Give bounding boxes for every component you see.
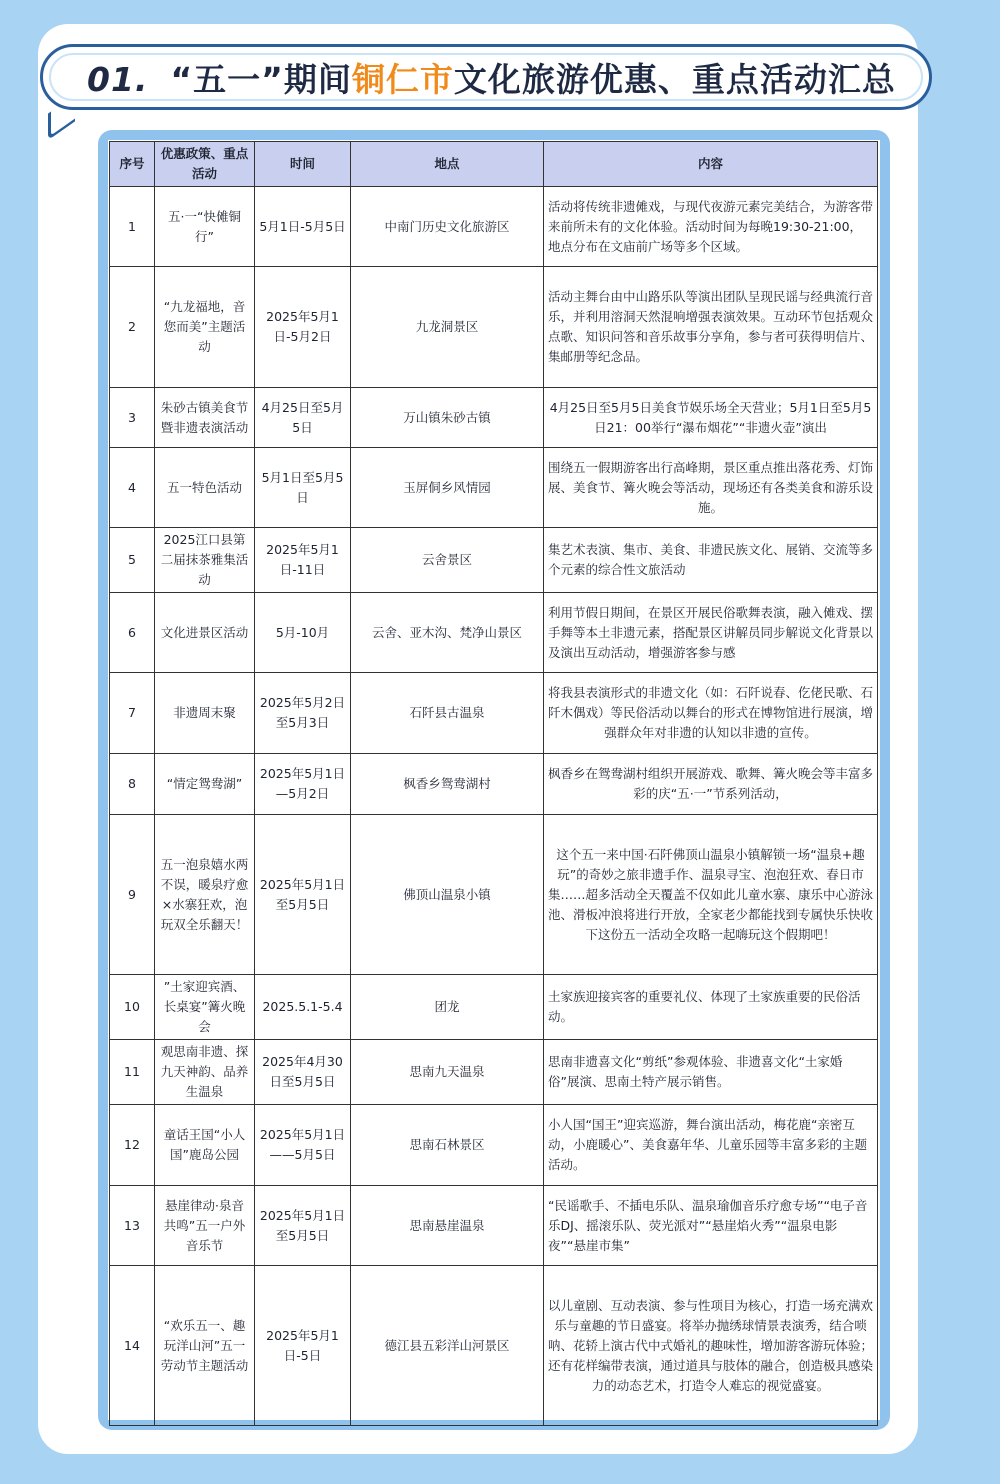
row-time: 4月25日至5月5日 <box>255 388 351 448</box>
row-place: 万山镇朱砂古镇 <box>351 388 544 448</box>
title-part-1: “五一”期间 <box>170 59 352 99</box>
row-place: 云舍景区 <box>351 528 544 593</box>
row-number: 14 <box>110 1266 155 1426</box>
row-place: 玉屏侗乡风情园 <box>351 448 544 528</box>
row-activity: 五·一“快傩铜行” <box>155 187 255 267</box>
header-no: 序号 <box>110 142 155 187</box>
table-frame <box>98 130 890 1430</box>
row-place: 云舍、亚木沟、梵净山景区 <box>351 593 544 673</box>
table-row <box>110 815 878 975</box>
row-content: 以儿童剧、互动表演、参与性项目为核心，打造一场充满欢乐与童趣的节日盛宴。将举办抛绣球情景表演秀，结合唢呐、花轿上演古代中式婚礼的趣味性，增加游客游玩体验；还有花样编带表演，通过道具与肢体的融合，创造极具感染力的动态艺术，打造令人难忘的视觉盛宴。 <box>544 1266 878 1426</box>
row-time: 5月1日至5月5日 <box>255 448 351 528</box>
title-highlight: 铜仁市 <box>351 59 454 99</box>
row-activity: 五一泡泉嬉水两不误，暖泉疗愈×水寨狂欢，泡玩双全乐翻天！ <box>155 815 255 975</box>
table-row <box>110 1266 878 1426</box>
activities-table <box>109 141 878 1426</box>
row-content: 4月25日至5月5日美食节娱乐场全天营业；5月1日至5月5日21：00举行“瀑布烟花”“非遗火壶”演出 <box>544 388 878 448</box>
row-place: 佛顶山温泉小镇 <box>351 815 544 975</box>
row-number: 6 <box>110 593 155 673</box>
table-row <box>110 448 878 528</box>
row-content: 小人国“国王”迎宾巡游，舞台演出活动，梅花鹿“亲密互动，小鹿暖心”、美食嘉年华、儿童乐园等丰富多彩的主题活动。 <box>544 1105 878 1186</box>
row-time: 2025年5月1日-11日 <box>255 528 351 593</box>
row-content: 枫香乡在鸳鸯湖村组织开展游戏、歌舞、篝火晚会等丰富多彩的庆“五·一”节系列活动， <box>544 754 878 815</box>
row-time: 2025年5月1日至5月5日 <box>255 1186 351 1266</box>
title-number: 01. <box>87 59 149 99</box>
row-number: 3 <box>110 388 155 448</box>
row-place: 枫香乡鸳鸯湖村 <box>351 754 544 815</box>
row-number: 7 <box>110 673 155 754</box>
row-time: 2025年5月2日至5月3日 <box>255 673 351 754</box>
row-content: “民谣歌手、不插电乐队、温泉瑜伽音乐疗愈专场”“电子音乐DJ、摇滚乐队、荧光派对”“悬崖焰火秀”“温泉电影夜”“悬崖市集” <box>544 1186 878 1266</box>
row-place: 团龙 <box>351 975 544 1040</box>
row-time: 2025年5月1日-5月2日 <box>255 267 351 388</box>
row-place: 中南门历史文化旅游区 <box>351 187 544 267</box>
row-number: 12 <box>110 1105 155 1186</box>
row-content: 活动主舞台由中山路乐队等演出团队呈现民谣与经典流行音乐，并利用溶洞天然混响增强表演效果。互动环节包括观众点歌、知识问答和音乐故事分享角，参与者可获得明信片、集邮册等纪念品。 <box>544 267 878 388</box>
row-number: 10 <box>110 975 155 1040</box>
table-row <box>110 1040 878 1105</box>
table-row <box>110 754 878 815</box>
table-container <box>108 140 880 1420</box>
table-row <box>110 388 878 448</box>
row-activity: 观思南非遗、探九天神韵、品养生温泉 <box>155 1040 255 1105</box>
row-content: 活动将传统非遗傩戏，与现代夜游元素完美结合，为游客带来前所未有的文化体验。活动时间为每晚19:30-21:00，地点分布在文庙前广场等多个区域。 <box>544 187 878 267</box>
row-number: 9 <box>110 815 155 975</box>
title-part-2: 文化旅游优惠、重点活动汇总 <box>453 59 896 99</box>
row-place: 石阡县古温泉 <box>351 673 544 754</box>
header-content: 内容 <box>544 142 878 187</box>
row-number: 1 <box>110 187 155 267</box>
row-activity: 五一特色活动 <box>155 448 255 528</box>
header-time: 时间 <box>255 142 351 187</box>
row-content: 将我县表演形式的非遗文化（如：石阡说春、仡佬民歌、石阡木偶戏）等民俗活动以舞台的形式在博物馆进行展演，增强群众年对非遗的认知以非遗的宣传。 <box>544 673 878 754</box>
row-activity: ”土家迎宾酒、长桌宴”篝火晚会 <box>155 975 255 1040</box>
row-activity: 非遗周末聚 <box>155 673 255 754</box>
table-row <box>110 1105 878 1186</box>
row-time: 2025年5月1日——5月5日 <box>255 1105 351 1186</box>
table-row <box>110 1186 878 1266</box>
row-place: 思南悬崖温泉 <box>351 1186 544 1266</box>
row-place: 思南九天温泉 <box>351 1040 544 1105</box>
row-place: 思南石林景区 <box>351 1105 544 1186</box>
row-activity: 童话王国“小人国”鹿岛公园 <box>155 1105 255 1186</box>
header-activity: 优惠政策、重点活动 <box>155 142 255 187</box>
row-number: 4 <box>110 448 155 528</box>
row-time: 2025年5月1日—5月2日 <box>255 754 351 815</box>
row-number: 13 <box>110 1186 155 1266</box>
row-content: 围绕五一假期游客出行高峰期，景区重点推出落花秀、灯饰展、美食节、篝火晚会等活动，现场还有各类美食和游乐设施。 <box>544 448 878 528</box>
table-row <box>110 975 878 1040</box>
row-content: 集艺术表演、集市、美食、非遗民族文化、展销、交流等多个元素的综合性文旅活动 <box>544 528 878 593</box>
table-row <box>110 528 878 593</box>
table-row <box>110 187 878 267</box>
row-activity: 文化进景区活动 <box>155 593 255 673</box>
table-header-row <box>110 142 878 187</box>
row-content: 土家族迎接宾客的重要礼仪、体现了土家族重要的民俗活动。 <box>544 975 878 1040</box>
row-content: 这个五一来中国·石阡佛顶山温泉小镇解锁一场“温泉+趣玩”的奇妙之旅非遗手作、温泉寻宝、泡泡狂欢、春日市集……超多活动全天覆盖不仅如此儿童水寨、康乐中心游泳池、滑板冲浪将进行开放，全家老少都能找到专属快乐快收下这份五一活动全攻略一起嗨玩这个假期吧！ <box>544 815 878 975</box>
row-place: 九龙洞景区 <box>351 267 544 388</box>
row-activity: 2025江口县第二届抹茶雅集活动 <box>155 528 255 593</box>
row-time: 2025年5月1日至5月5日 <box>255 815 351 975</box>
row-activity: “九龙福地，音您而美”主题活动 <box>155 267 255 388</box>
table-row <box>110 593 878 673</box>
page-title-banner <box>40 44 932 110</box>
table-row <box>110 673 878 754</box>
row-number: 5 <box>110 528 155 593</box>
row-number: 8 <box>110 754 155 815</box>
row-activity: 朱砂古镇美食节暨非遗表演活动 <box>155 388 255 448</box>
row-time: 2025年5月1日-5日 <box>255 1266 351 1426</box>
header-place: 地点 <box>351 142 544 187</box>
row-time: 2025年4月30日至5月5日 <box>255 1040 351 1105</box>
row-number: 11 <box>110 1040 155 1105</box>
row-number: 2 <box>110 267 155 388</box>
row-content: 思南非遗喜文化“剪纸”参观体验、非遗喜文化“土家婚俗”展演、思南土特产展示销售。 <box>544 1040 878 1105</box>
row-time: 5月1日-5月5日 <box>255 187 351 267</box>
row-activity: 悬崖律动·泉音共鸣”五一户外音乐节 <box>155 1186 255 1266</box>
row-activity: “欢乐五一、趣玩洋山河”五一劳动节主题活动 <box>155 1266 255 1426</box>
page-title <box>87 54 896 101</box>
row-time: 5月-10月 <box>255 593 351 673</box>
row-content: 利用节假日期间，在景区开展民俗歌舞表演，融入傩戏、摆手舞等本土非遗元素，搭配景区讲解员同步解说文化背景以及演出互动活动，增强游客参与感 <box>544 593 878 673</box>
row-activity: “情定鸳鸯湖” <box>155 754 255 815</box>
table-row <box>110 267 878 388</box>
row-place: 德江县五彩洋山河景区 <box>351 1266 544 1426</box>
row-time: 2025.5.1-5.4 <box>255 975 351 1040</box>
